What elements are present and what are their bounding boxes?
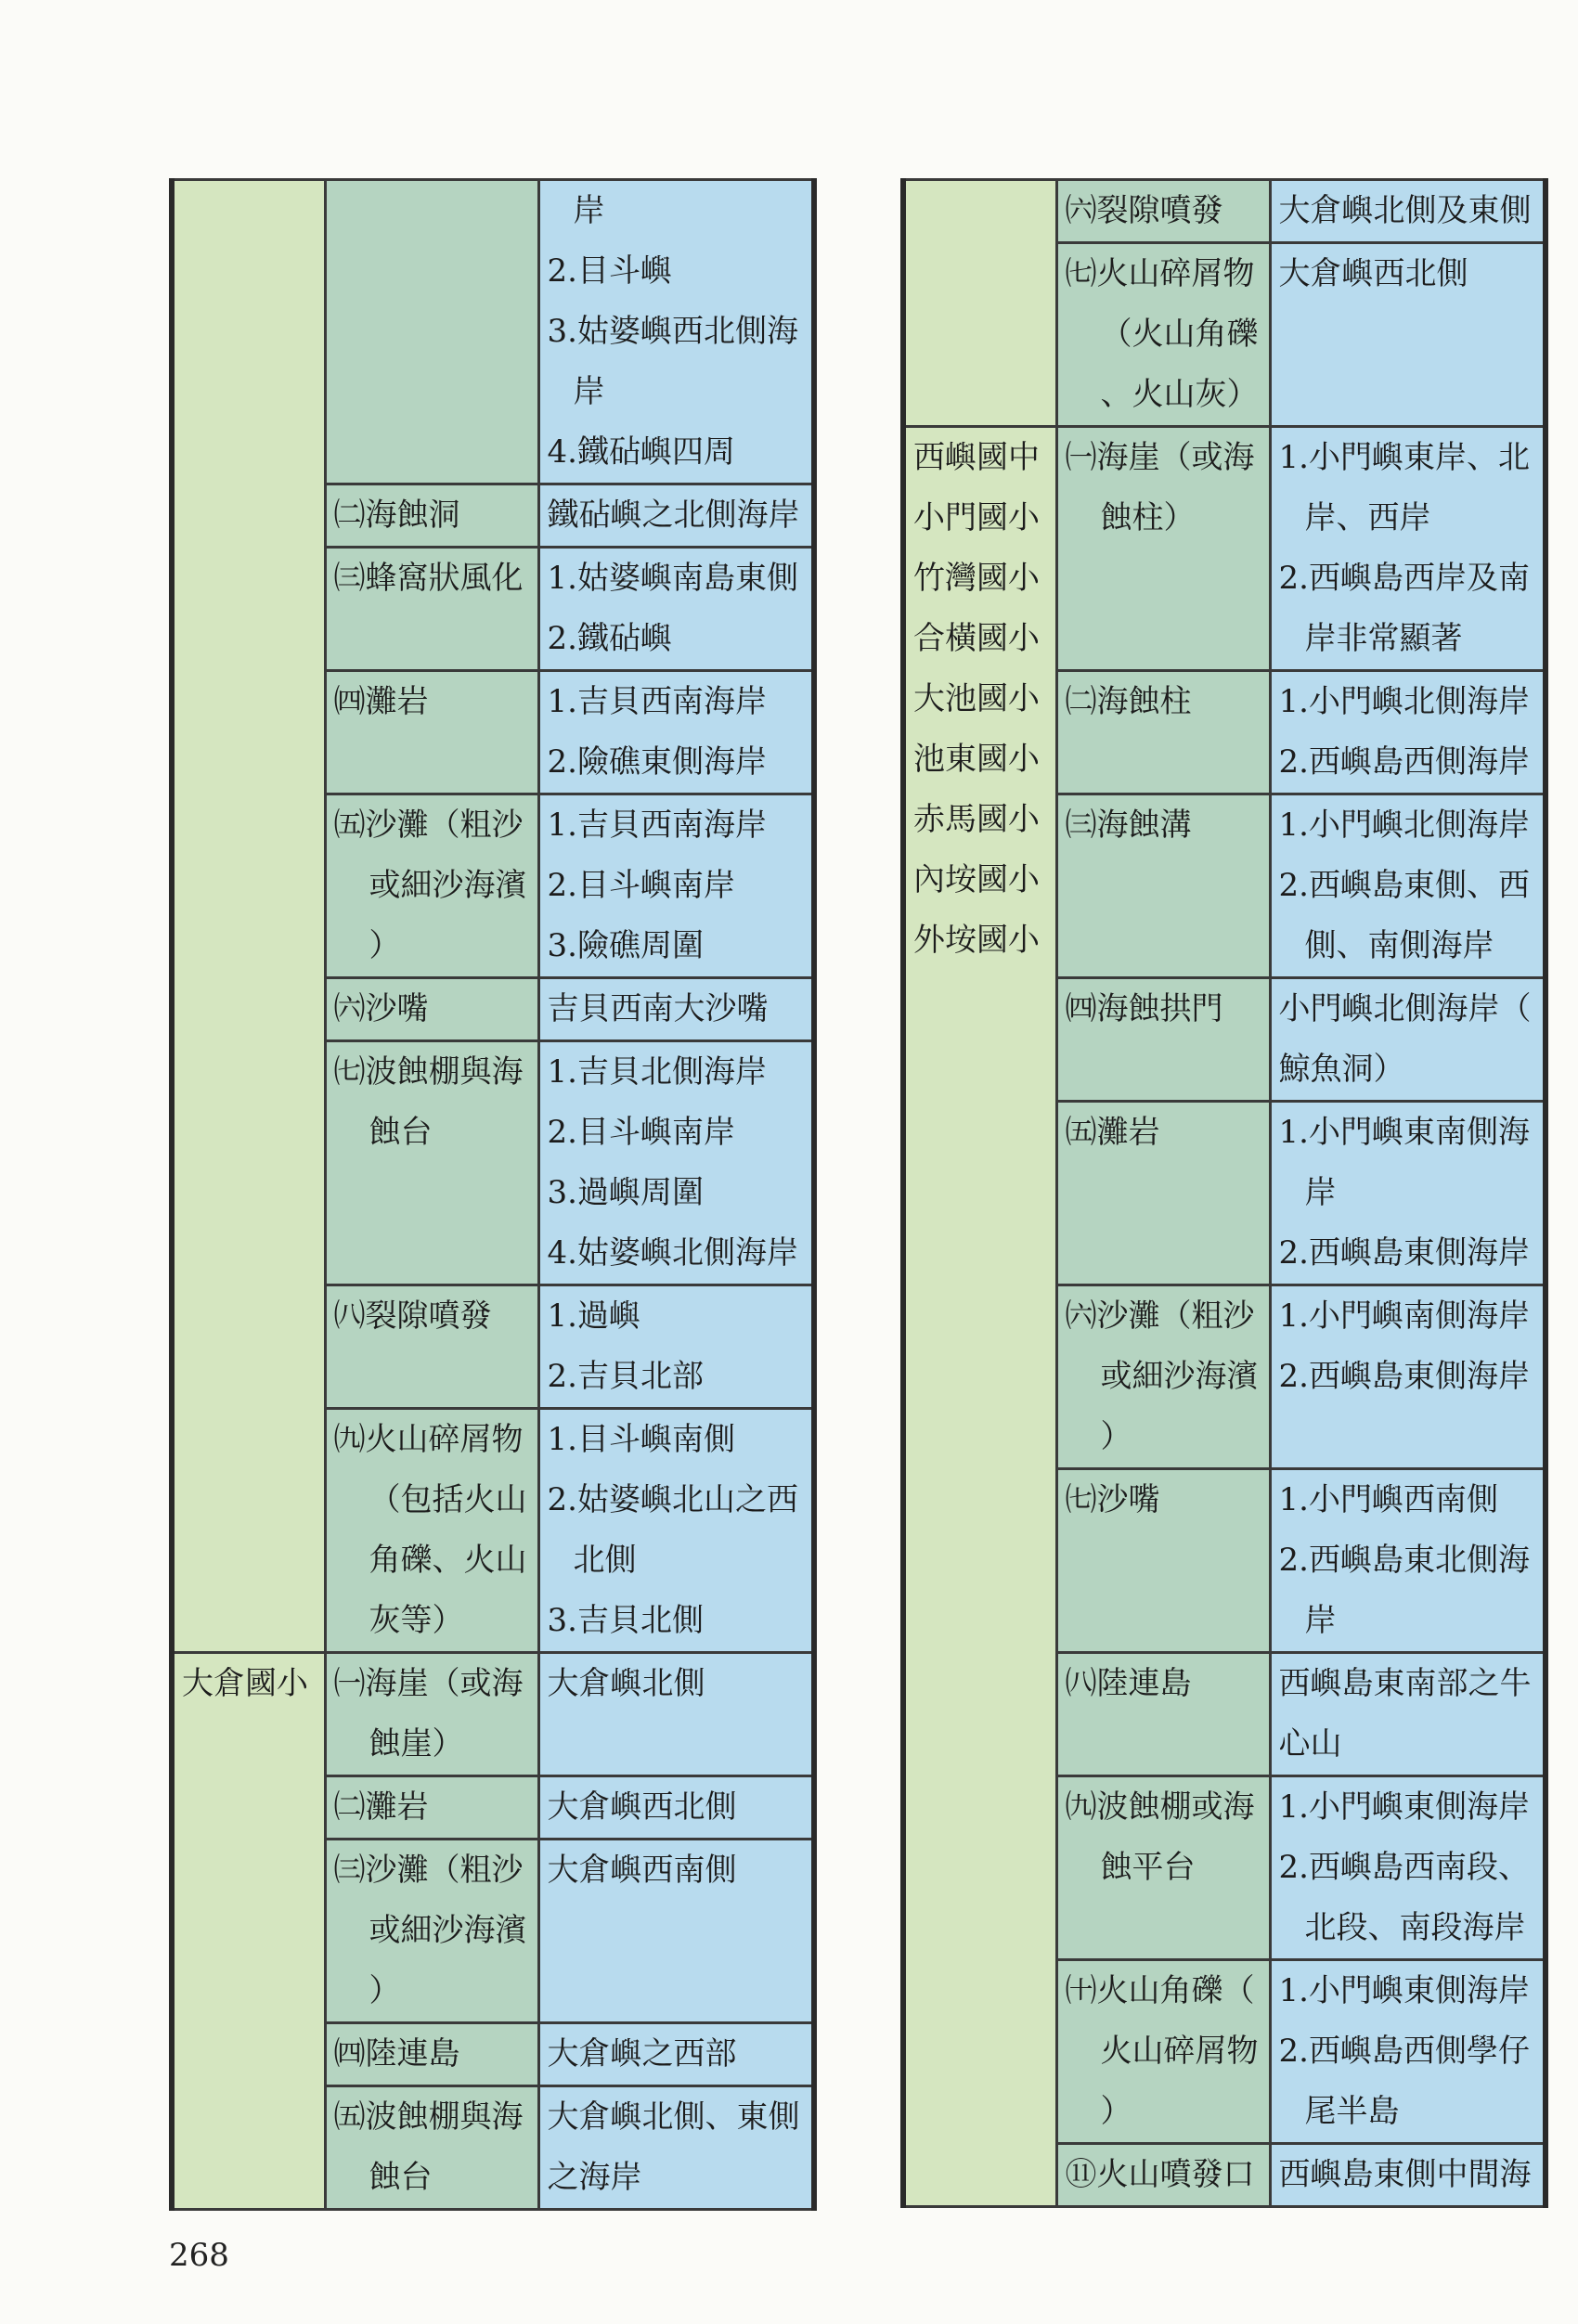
- landform-cell: [1056, 1285, 1270, 1469]
- location-cell-line: 大倉嶼西北側: [1278, 255, 1468, 292]
- landform-cell: [325, 978, 538, 1041]
- landform-cell: [325, 1285, 538, 1409]
- location-cell-line: 岸: [1304, 1174, 1337, 1211]
- page-number: 268: [169, 2237, 229, 2274]
- school-cell-line: 合橫國小: [913, 620, 1040, 657]
- location-cell-line: 吉貝西南大沙嘴: [547, 990, 769, 1027]
- location-cell-line: 1.小門嶼東側海岸: [1278, 1788, 1530, 1826]
- location-cell: [1270, 243, 1546, 427]
- landform-cell: [325, 1840, 538, 2023]
- school-cell-line: 小門國小: [913, 499, 1040, 536]
- location-cell-line: 2.西嶼島西側學仔: [1278, 2033, 1530, 2070]
- location-cell: [538, 1285, 814, 1409]
- location-cell: [538, 548, 814, 671]
- location-cell: [1270, 1469, 1546, 1653]
- location-cell: [1270, 1960, 1546, 2144]
- landform-cell-line: ）: [1100, 1418, 1132, 1455]
- school-cell: [172, 1653, 325, 2210]
- location-cell-line: 3.姑婆嶼西北側海: [547, 313, 798, 350]
- location-cell-line: 2.目斗嶼: [547, 252, 672, 290]
- landform-cell-line: ㈣海蝕拱門: [1065, 990, 1223, 1027]
- landform-cell-line: ㈨波蝕棚或海: [1065, 1788, 1255, 1826]
- landform-cell-line: ㈧裂隙噴發: [333, 1298, 492, 1335]
- location-cell: [1270, 2144, 1546, 2207]
- location-cell-line: 2.險礁東側海岸: [547, 743, 767, 781]
- location-cell-line: 2.西嶼島西岸及南: [1278, 560, 1530, 597]
- school-cell-line: 外垵國小: [913, 922, 1040, 959]
- landform-cell-line: ㈤波蝕棚與海: [333, 2098, 524, 2136]
- location-cell-line: 2.西嶼島西南段、: [1278, 1849, 1530, 1886]
- landform-cell-line: ㈤沙灘（粗沙: [333, 807, 524, 844]
- landform-cell-line: ㈥沙嘴: [333, 990, 429, 1027]
- location-cell: [1270, 794, 1546, 978]
- location-cell-line: 2.目斗嶼南岸: [547, 1114, 735, 1151]
- school-cell: [903, 180, 1056, 427]
- landform-cell: [1056, 794, 1270, 978]
- landform-cell: [1056, 1469, 1270, 1653]
- location-cell-line: 西嶼島東南部之牛: [1278, 1665, 1532, 1702]
- landform-cell-line: 或細沙海濱: [369, 1912, 527, 1949]
- landform-cell: [325, 548, 538, 671]
- landform-cell-line: 蝕崖）: [369, 1725, 464, 1762]
- location-cell-line: 尾半島: [1304, 2093, 1400, 2130]
- landform-cell: [325, 1041, 538, 1285]
- location-cell-line: 3.過嶼周圍: [547, 1174, 704, 1211]
- landform-cell-line: 蝕柱）: [1100, 499, 1196, 536]
- landform-cell: [325, 794, 538, 978]
- landform-cell: [1056, 180, 1270, 243]
- landform-cell-line: ㈩火山角礫（: [1065, 1972, 1255, 2009]
- location-cell-line: 1.目斗嶼南側: [547, 1421, 735, 1458]
- location-cell: [538, 978, 814, 1041]
- location-cell-line: 1.姑婆嶼南島東側: [547, 560, 798, 597]
- location-cell-line: 鯨魚洞）: [1278, 1051, 1405, 1088]
- landform-cell: [1056, 427, 1270, 671]
- landform-cell: [1056, 671, 1270, 794]
- location-cell: [538, 1409, 814, 1653]
- table-row: [903, 427, 1546, 671]
- location-cell-line: 鐵砧嶼之北側海岸: [547, 497, 800, 534]
- location-cell-line: 1.小門嶼北側海岸: [1278, 807, 1530, 844]
- landform-cell-line: ⑪火山噴發口: [1065, 2156, 1255, 2193]
- location-cell-line: 2.目斗嶼南岸: [547, 867, 735, 904]
- location-cell-line: 大倉嶼西北側: [547, 1788, 737, 1826]
- right-table: [900, 178, 1548, 2208]
- landform-cell: [325, 2086, 538, 2210]
- landform-cell-line: ㈠海崖（或海: [333, 1665, 524, 1702]
- location-cell-line: 3.險礁周圍: [547, 927, 704, 964]
- landform-cell: [325, 1653, 538, 1776]
- landform-cell-line: ㈥裂隙噴發: [1065, 192, 1223, 229]
- landform-cell-line: ）: [1100, 2093, 1132, 2130]
- landform-cell: [325, 2023, 538, 2086]
- location-cell-line: 3.吉貝北側: [547, 1602, 704, 1639]
- location-cell: [1270, 978, 1546, 1102]
- landform-cell-line: ㈣陸連島: [333, 2035, 460, 2072]
- landform-cell: [325, 1776, 538, 1840]
- landform-cell: [1056, 978, 1270, 1102]
- location-cell-line: 2.姑婆嶼北山之西: [547, 1481, 798, 1518]
- location-cell: [538, 1840, 814, 2023]
- location-cell-line: 4.鐵砧嶼四周: [547, 433, 735, 471]
- location-cell: [538, 2086, 814, 2210]
- location-cell-line: 北段、南段海岸: [1304, 1909, 1526, 1946]
- location-cell-line: 1.過嶼: [547, 1298, 640, 1335]
- landform-cell-line: 或細沙海濱: [369, 867, 527, 904]
- landform-cell: [325, 671, 538, 794]
- location-cell: [538, 2023, 814, 2086]
- landform-cell: [1056, 1960, 1270, 2144]
- left-table: [169, 178, 817, 2211]
- location-cell-line: 1.小門嶼北側海岸: [1278, 683, 1530, 720]
- location-cell-line: 1.吉貝北側海岸: [547, 1053, 767, 1091]
- table-row: [172, 180, 814, 484]
- landform-cell-line: ㈢海蝕溝: [1065, 807, 1192, 844]
- location-cell: [538, 1776, 814, 1840]
- school-cell-line: 大池國小: [913, 680, 1040, 717]
- location-cell: [538, 1041, 814, 1285]
- landform-cell-line: ）: [369, 927, 401, 964]
- school-cell-line: 西嶼國中: [913, 439, 1040, 476]
- location-cell: [1270, 671, 1546, 794]
- landform-cell: [1056, 243, 1270, 427]
- location-cell-line: 大倉嶼之西部: [547, 2035, 737, 2072]
- school-cell-line: 池東國小: [913, 741, 1040, 778]
- location-cell-line: 2.西嶼島西側海岸: [1278, 743, 1530, 781]
- landform-cell-line: ㈥沙灘（粗沙: [1065, 1298, 1255, 1335]
- location-cell-line: 2.吉貝北部: [547, 1358, 704, 1395]
- location-cell-line: 大倉嶼北側: [547, 1665, 705, 1702]
- location-cell-line: 2.西嶼島東側、西: [1278, 867, 1530, 904]
- location-cell-line: 1.小門嶼南側海岸: [1278, 1298, 1530, 1335]
- location-cell: [538, 671, 814, 794]
- location-cell-line: 西嶼島東側中間海: [1278, 2156, 1532, 2193]
- location-cell-line: 心山: [1278, 1725, 1342, 1762]
- location-cell-line: 側、南側海岸: [1304, 927, 1494, 964]
- school-cell-line: 內垵國小: [913, 861, 1040, 898]
- location-cell-line: 2.西嶼島東側海岸: [1278, 1234, 1530, 1272]
- landform-cell-line: （包括火山: [369, 1481, 527, 1518]
- landform-cell: [325, 180, 538, 484]
- landform-cell: [325, 1409, 538, 1653]
- landform-cell-line: 灰等）: [369, 1602, 464, 1639]
- location-cell-line: 小門嶼北側海岸（: [1278, 990, 1532, 1027]
- location-cell: [538, 794, 814, 978]
- landform-cell-line: ㈦火山碎屑物: [1065, 255, 1255, 292]
- landform-cell-line: ㈡海蝕柱: [1065, 683, 1192, 720]
- landform-cell-line: ）: [369, 1972, 401, 2009]
- landform-cell-line: 火山碎屑物: [1100, 2033, 1259, 2070]
- location-cell-line: 之海岸: [547, 2159, 642, 2196]
- school-cell: [903, 427, 1056, 2207]
- landform-cell-line: （火山角礫: [1100, 316, 1259, 353]
- location-cell-line: 岸、西岸: [1304, 499, 1431, 536]
- location-cell: [538, 484, 814, 548]
- location-cell-line: 岸: [1304, 1602, 1337, 1639]
- landform-cell-line: 、火山灰）: [1100, 376, 1259, 413]
- location-cell-line: 1.小門嶼東岸、北: [1278, 439, 1530, 476]
- location-cell-line: 大倉嶼北側、東側: [547, 2098, 800, 2136]
- landform-cell: [1056, 1653, 1270, 1776]
- location-cell-line: 2.西嶼島東側海岸: [1278, 1358, 1530, 1395]
- location-cell-line: 1.吉貝西南海岸: [547, 683, 767, 720]
- landform-cell-line: 角礫、火山: [369, 1542, 527, 1579]
- landform-cell-line: ㈦沙嘴: [1065, 1481, 1160, 1518]
- landform-cell-line: ㈦波蝕棚與海: [333, 1053, 524, 1091]
- landform-cell-line: 蝕台: [369, 1114, 433, 1151]
- landform-cell-line: ㈧陸連島: [1065, 1665, 1192, 1702]
- landform-cell-line: ㈤灘岩: [1065, 1114, 1160, 1151]
- table-row: [172, 1653, 814, 1776]
- landform-cell: [1056, 2144, 1270, 2207]
- location-cell-line: 岸: [573, 373, 605, 410]
- school-cell-line: 赤馬國小: [913, 801, 1040, 838]
- landform-cell-line: ㈣灘岩: [333, 683, 429, 720]
- landform-cell: [325, 484, 538, 548]
- location-cell-line: 北側: [573, 1542, 637, 1579]
- location-cell-line: 大倉嶼西南側: [547, 1852, 737, 1889]
- school-cell-line: 竹灣國小: [913, 560, 1040, 597]
- location-cell: [1270, 180, 1546, 243]
- location-cell-line: 4.姑婆嶼北側海岸: [547, 1234, 798, 1272]
- landform-cell-line: ㈨火山碎屑物: [333, 1421, 524, 1458]
- school-cell: [172, 180, 325, 1653]
- landform-cell-line: ㈢蜂窩狀風化: [333, 560, 524, 597]
- landform-cell: [1056, 1102, 1270, 1285]
- location-cell-line: 大倉嶼北側及東側: [1278, 192, 1532, 229]
- location-cell: [1270, 1653, 1546, 1776]
- landform-cell-line: ㈠海崖（或海: [1065, 439, 1255, 476]
- location-cell: [1270, 1285, 1546, 1469]
- location-cell: [1270, 1776, 1546, 1960]
- location-cell-line: 1.小門嶼東側海岸: [1278, 1972, 1530, 2009]
- location-cell-line: 2.鐵砧嶼: [547, 620, 672, 657]
- location-cell-line: 1.小門嶼西南側: [1278, 1481, 1498, 1518]
- landform-cell-line: 蝕台: [369, 2159, 433, 2196]
- table-row: [903, 180, 1546, 243]
- landform-cell-line: ㈡灘岩: [333, 1788, 429, 1826]
- landform-cell-line: 或細沙海濱: [1100, 1358, 1259, 1395]
- location-cell-line: 岸: [573, 192, 605, 229]
- landform-cell-line: ㈡海蝕洞: [333, 497, 460, 534]
- location-cell-line: 2.西嶼島東北側海: [1278, 1542, 1530, 1579]
- location-cell: [1270, 427, 1546, 671]
- location-cell-line: 岸非常顯著: [1304, 620, 1463, 657]
- landform-cell-line: 蝕平台: [1100, 1849, 1196, 1886]
- landform-cell: [1056, 1776, 1270, 1960]
- school-cell-line: 大倉國小: [182, 1665, 308, 1702]
- location-cell-line: 1.小門嶼東南側海: [1278, 1114, 1530, 1151]
- location-cell: [538, 1653, 814, 1776]
- landform-cell-line: ㈢沙灘（粗沙: [333, 1852, 524, 1889]
- location-cell: [538, 180, 814, 484]
- location-cell-line: 1.吉貝西南海岸: [547, 807, 767, 844]
- location-cell: [1270, 1102, 1546, 1285]
